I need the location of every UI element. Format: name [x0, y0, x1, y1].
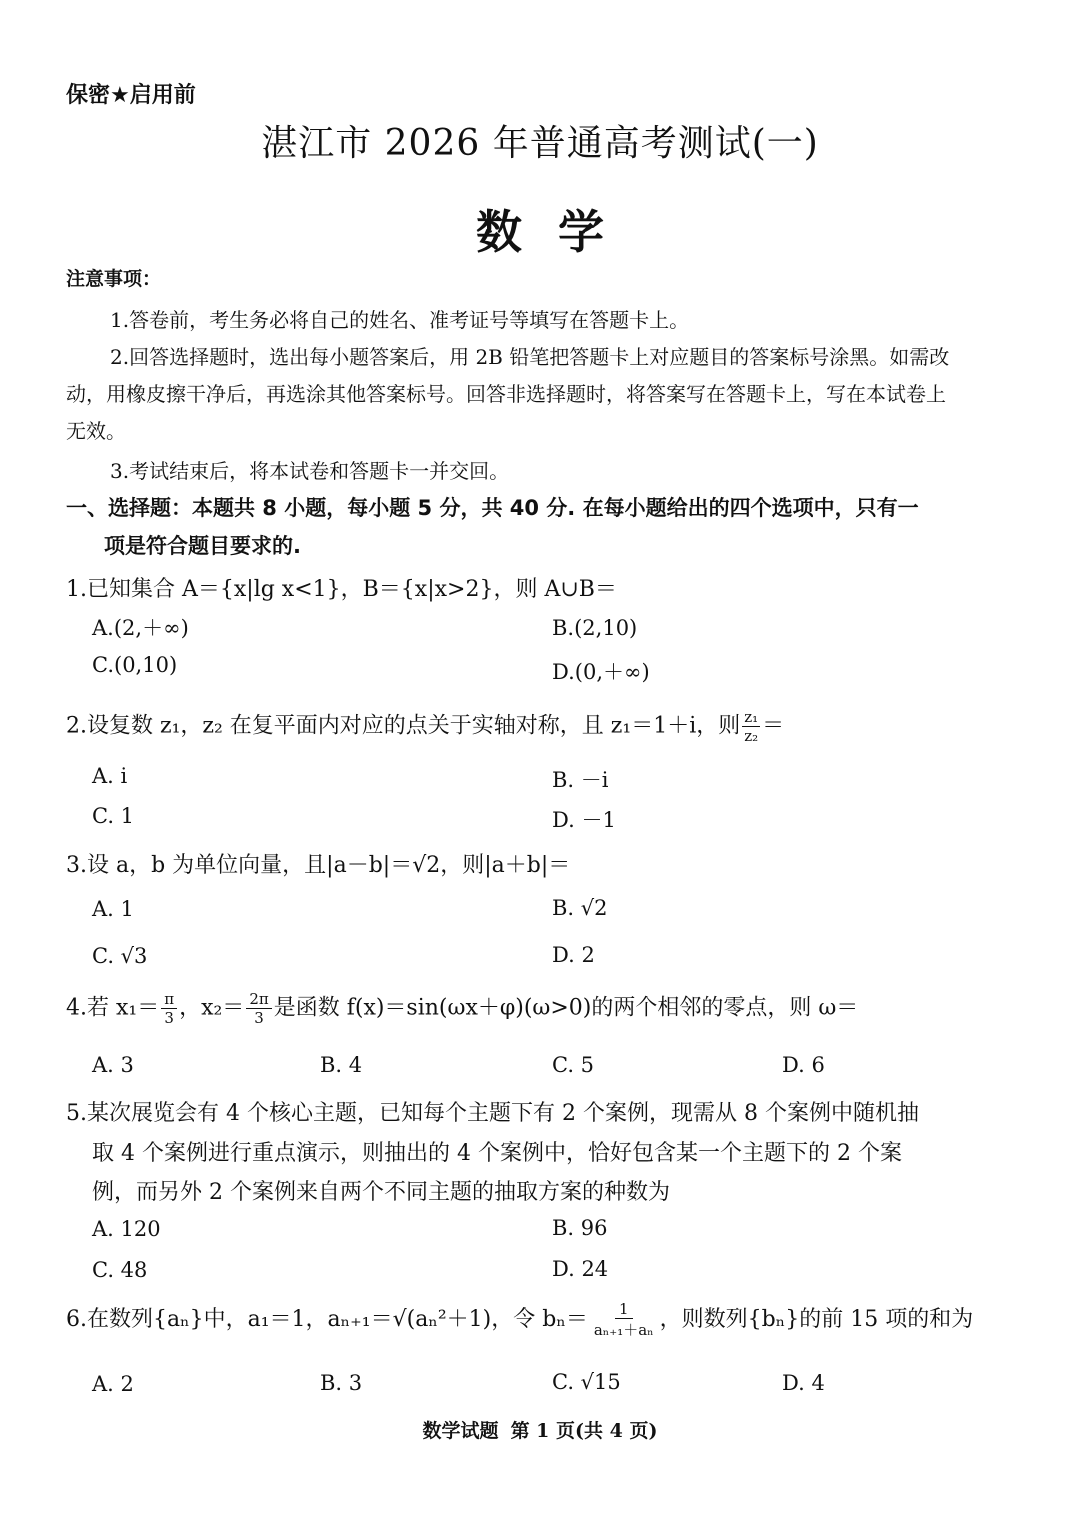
footer-page-number: 第 1 页(共 4 页) — [510, 1420, 658, 1442]
question-1-option-a: A.(2,＋∞) — [92, 616, 189, 640]
notice-item-3: 3.考试结束后，将本试卷和答题卡一并交回。 — [110, 459, 510, 483]
question-4-option-c: C. 5 — [552, 1053, 595, 1077]
question-4-fraction-2-denominator: 3 — [254, 1009, 264, 1027]
question-2-option-b: B. －i — [552, 768, 609, 792]
question-5-option-a: A. 120 — [92, 1217, 161, 1241]
question-2-option-c: C. 1 — [92, 804, 135, 828]
question-5-line-3: 例，而另外 2 个案例来自两个不同主题的抽取方案的种数为 — [92, 1180, 670, 1205]
question-6-stem-b: ，则数列{bₙ}的前 15 项的和为 — [659, 1307, 974, 1332]
question-1-option-c: C.(0,10) — [92, 653, 178, 677]
exam-title: 湛江市 2026 年普通高考测试(一) — [261, 123, 819, 164]
page-footer — [0, 1416, 1080, 1443]
question-2-fraction-denominator: z₂ — [744, 727, 759, 745]
question-2-option-a: A. i — [92, 764, 128, 788]
question-4-fraction-2 — [246, 990, 271, 1027]
question-4-fraction-1 — [161, 990, 177, 1027]
question-3-option-d: D. 2 — [552, 943, 595, 967]
question-2-fraction-numerator: z₁ — [744, 708, 759, 726]
question-4-stem-b: ，x₂＝ — [179, 995, 245, 1021]
question-4-stem-row — [66, 990, 858, 1027]
question-5-option-d: D. 24 — [552, 1257, 609, 1281]
question-4-stem-c: 是函数 f(x)＝sin(ωx＋φ)(ω>0)的两个相邻的零点，则 ω＝ — [273, 995, 859, 1021]
question-3-option-c: C. √3 — [92, 944, 148, 968]
question-4-fraction-2-numerator: 2π — [246, 990, 271, 1009]
question-1-stem: 1.已知集合 A＝{x|lg x<1}，B＝{x|x>2}，则 A∪B＝ — [66, 577, 617, 602]
question-4-option-a: A. 3 — [92, 1053, 134, 1077]
question-6-fraction — [590, 1300, 658, 1340]
question-5-option-b: B. 96 — [552, 1216, 608, 1240]
question-3-stem: 3.设 a，b 为单位向量，且|a－b|＝√2，则|a＋b|＝ — [66, 853, 571, 878]
notice-heading: 注意事项： — [66, 268, 162, 290]
notice-item-2-line-3: 无效。 — [66, 419, 126, 443]
question-2-option-d: D. －1 — [552, 808, 616, 832]
question-2-stem: 2.设复数 z₁，z₂ 在复平面内对应的点关于实轴对称，且 z₁＝1＋i，则 — [66, 713, 741, 739]
notice-item-2-line-2: 动，用橡皮擦干净后，再选涂其他答案标号。回答非选择题时，将答案写在答题卡上，写在本试卷上 — [66, 382, 946, 406]
section-heading-line-2: 项是符合题目要求的. — [104, 534, 301, 558]
question-6-stem-row — [66, 1300, 973, 1340]
question-4-stem-a: 4.若 x₁＝ — [66, 995, 160, 1021]
question-5-line-2: 取 4 个案例进行重点演示，则抽出的 4 个案例中，恰好包含某一个主题下的 2 个案 — [92, 1141, 902, 1166]
question-4-option-b: B. 4 — [320, 1053, 363, 1077]
footer-subject: 数学试题 — [422, 1420, 499, 1442]
question-4-fraction-1-denominator: 3 — [164, 1009, 174, 1027]
question-4-option-d: D. 6 — [782, 1053, 825, 1077]
question-6-option-c: C. √15 — [552, 1370, 621, 1394]
question-1-option-b: B.(2,10) — [552, 616, 638, 640]
question-1-option-d: D.(0,＋∞) — [552, 660, 650, 684]
notice-item-1: 1.答卷前，考生务必将自己的姓名、准考证号等填写在答题卡上。 — [110, 308, 690, 332]
confidential-label: 保密★启用前 — [66, 83, 196, 108]
question-4-fraction-1-numerator: π — [161, 990, 177, 1009]
section-heading-line-1: 一、选择题：本题共 8 小题，每小题 5 分，共 40 分. 在每小题给出的四个选项中，只有一 — [66, 496, 919, 520]
question-2-stem-end: ＝ — [762, 713, 785, 739]
subject-title: 数学 — [476, 205, 640, 259]
question-5-option-c: C. 48 — [92, 1258, 148, 1282]
question-6-fraction-numerator: 1 — [615, 1300, 633, 1319]
question-3-option-b: B. √2 — [552, 896, 608, 920]
question-2-fraction — [742, 708, 760, 745]
notice-item-2-line-1: 2.回答选择题时，选出每小题答案后，用 2B 铅笔把答题卡上对应题目的答案标号涂黑。如需改 — [110, 345, 950, 369]
question-6-fraction-denominator: aₙ₊₁＋aₙ — [593, 1321, 654, 1339]
question-6-option-a: A. 2 — [92, 1372, 134, 1396]
question-6-option-b: B. 3 — [320, 1371, 363, 1395]
question-6-option-d: D. 4 — [782, 1371, 825, 1395]
question-6-stem-a: 6.在数列{aₙ}中，a₁＝1，aₙ₊₁＝√(aₙ²＋1)，令 bₙ＝ — [66, 1307, 588, 1332]
question-3-option-a: A. 1 — [92, 897, 134, 921]
question-5-line-1: 5.某次展览会有 4 个核心主题，已知每个主题下有 2 个案例，现需从 8 个案例中随机抽 — [66, 1101, 919, 1126]
question-2-stem-row — [66, 708, 784, 745]
